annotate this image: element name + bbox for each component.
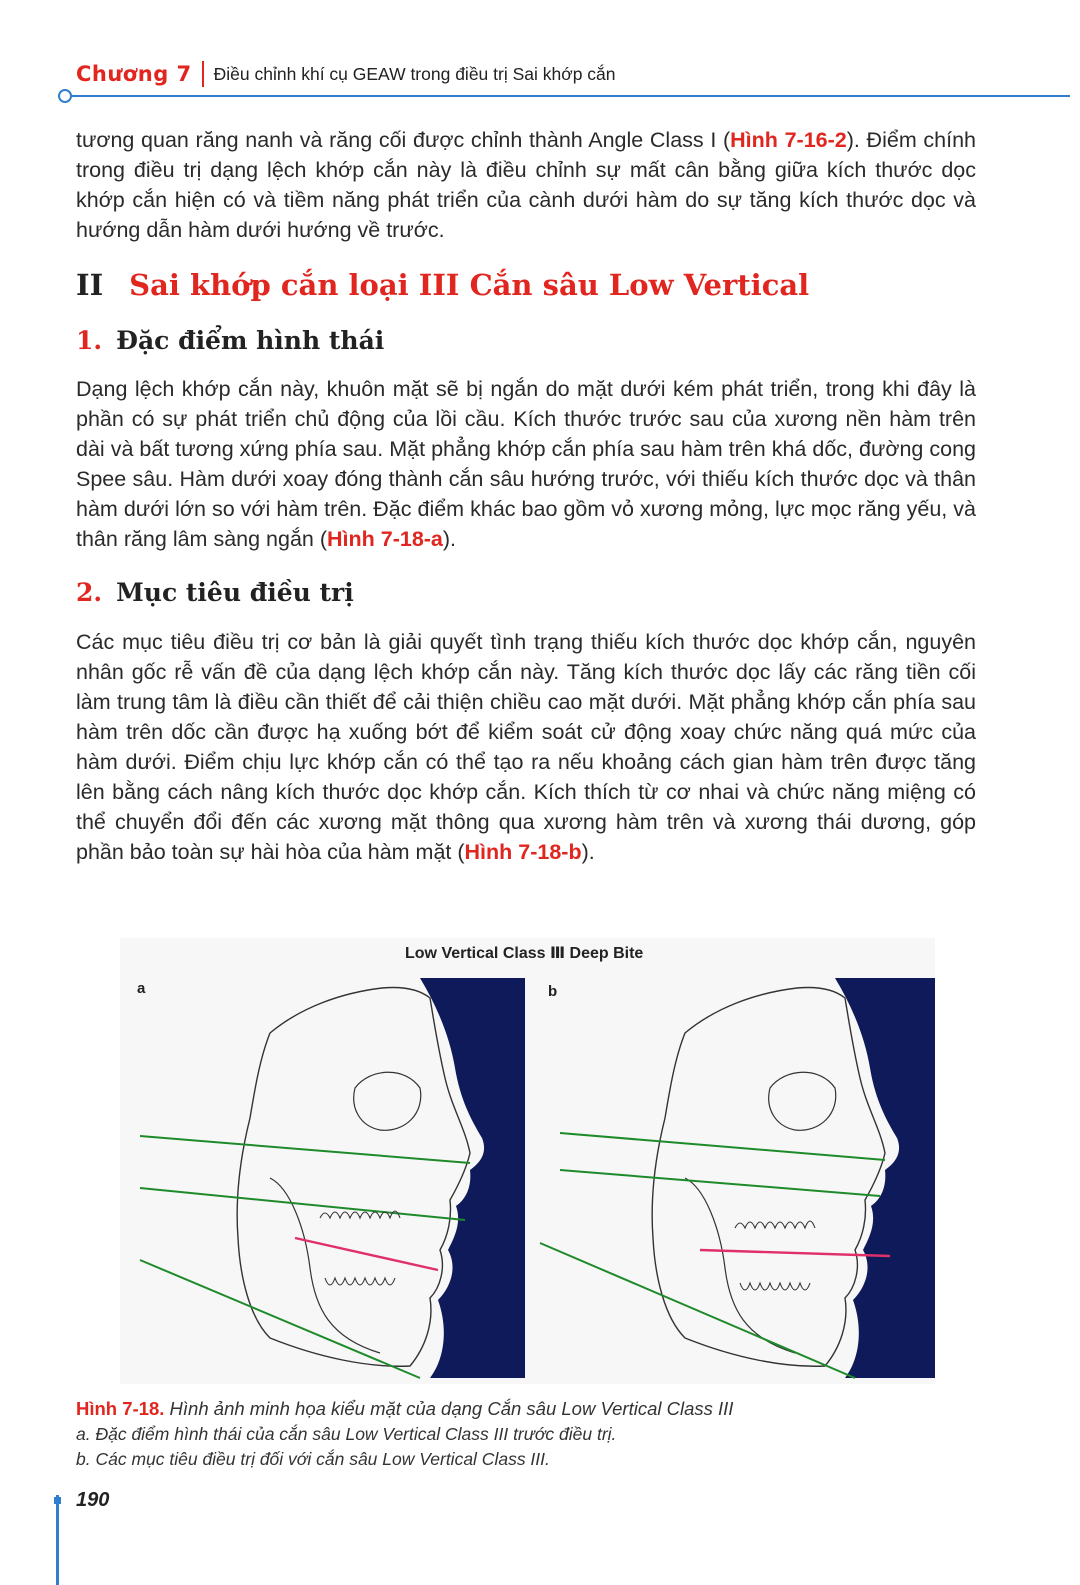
- figure-ref-7-18-b: Hình 7-18-b: [464, 840, 582, 864]
- subsection-2-paragraph: [76, 627, 976, 867]
- intro-text-2: ). Điểm chính trong điều trị dạng lệch khớp cắn này là điều chỉnh sự mất cân bằng giữa kích thước dọc khớp cắn hiện có và tiềm năng phát triển của cành dưới hàm do sự tăng kích thước dọc và hướng dẫn hàm dưới hướng về trước.: [76, 128, 976, 242]
- header-rule: [66, 95, 1070, 97]
- caption-item-a: a. Đặc điểm hình thái của cắn sâu Low Vertical Class III trước điều trị.: [76, 1424, 617, 1444]
- intro-text-1: tương quan răng nanh và răng cối được chỉnh thành Angle Class I (: [76, 128, 731, 152]
- header-separator: [202, 61, 204, 87]
- panel-b-label: b: [548, 983, 558, 1000]
- figure-caption: [76, 1398, 733, 1420]
- sub1-text-2: ).: [442, 527, 457, 551]
- chapter-label: Chương 7: [76, 62, 192, 86]
- subsection-2-number: 2.: [76, 578, 103, 607]
- section-title: Sai khớp cắn loại III Cắn sâu Low Vertical: [129, 268, 810, 302]
- sub1-text-1: Dạng lệch khớp cắn này, khuôn mặt sẽ bị ngắn do mặt dưới kém phát triển, trong khi đây là phần có sự phát triển chủ động của lồi cầu. Kích thước trước sau của xương nền hàm trên dài và bất tương xứng phía sau. Mặt phẳng khớp cắn phía sau hàm trên khá dốc, đường cong Spee sâu. Hàm dưới xoay đóng thành cắn sâu hướng trước, với thiếu kích thước dọc và thân hàm dưới lớn so với hàm trên. Đặc điểm khác bao gồm vỏ xương mỏng, lực mọc răng yếu, và thân răng lâm sàng ngắn (: [76, 377, 976, 551]
- figure-title: Low Vertical Class Ⅲ Deep Bite: [405, 945, 644, 962]
- figure-ref-7-16-2: Hình 7-16-2: [730, 128, 847, 152]
- sub2-text-1: Các mục tiêu điều trị cơ bản là giải quyết tình trạng thiếu kích thước dọc khớp cắn, nguyên nhân gốc rễ vấn đề của dạng lệch khớp cắn này. Tăng kích thước dọc lấy các răng tiền cối làm trung tâm là điều cần thiết để cải thiện chiều cao mặt dưới. Mặt phẳng khớp cắn phía sau hàm trên dốc cần được hạ xuống bớt để kiểm soát cử động xoay chức năng quá mức của hàm dưới. Điểm chịu lực khớp cắn có thể tạo ra nếu khoảng cách gian hàm trên được tăng lên bằng cách nâng kích thước dọc khớp cắn. Kích thích từ cơ nhai và chức năng miệng có thể chuyển đổi đến các xương mặt thông qua xương hàm trên và xương thái dương, góp phần bảo toàn sự hài hòa của hàm mặt (: [76, 630, 976, 864]
- subsection-1-heading: [76, 326, 384, 355]
- section-heading: [76, 268, 809, 302]
- header-dot: [58, 89, 72, 103]
- figure-ref-7-18-a: Hình 7-18-a: [327, 527, 443, 551]
- subsection-1-title: Đặc điểm hình thái: [116, 326, 385, 355]
- footer-marker: [54, 1497, 61, 1504]
- cephalometric-figure: [120, 938, 935, 1384]
- caption-text: Hình ảnh minh họa kiểu mặt của dạng Cắn sâu Low Vertical Class III: [164, 1398, 734, 1419]
- running-header: [76, 58, 1040, 90]
- footer-bar: [56, 1495, 59, 1585]
- subsection-1-number: 1.: [76, 326, 103, 355]
- figure-background: [120, 938, 935, 1384]
- intro-paragraph: [76, 125, 976, 245]
- caption-item-b: b. Các mục tiêu điều trị đối với cắn sâu Low Vertical Class III.: [76, 1449, 550, 1469]
- caption-number: Hình 7-18.: [76, 1398, 165, 1419]
- subsection-2-heading: [76, 578, 354, 607]
- page-number: 190: [76, 1489, 110, 1511]
- section-number: II: [76, 268, 104, 302]
- sub2-text-2: ).: [581, 840, 595, 864]
- subsection-2-title: Mục tiêu điều trị: [116, 578, 354, 607]
- header-title: Điều chỉnh khí cụ GEAW trong điều trị Sai khớp cắn: [213, 63, 616, 84]
- subsection-1-paragraph: [76, 374, 976, 554]
- panel-a-label: a: [137, 980, 146, 997]
